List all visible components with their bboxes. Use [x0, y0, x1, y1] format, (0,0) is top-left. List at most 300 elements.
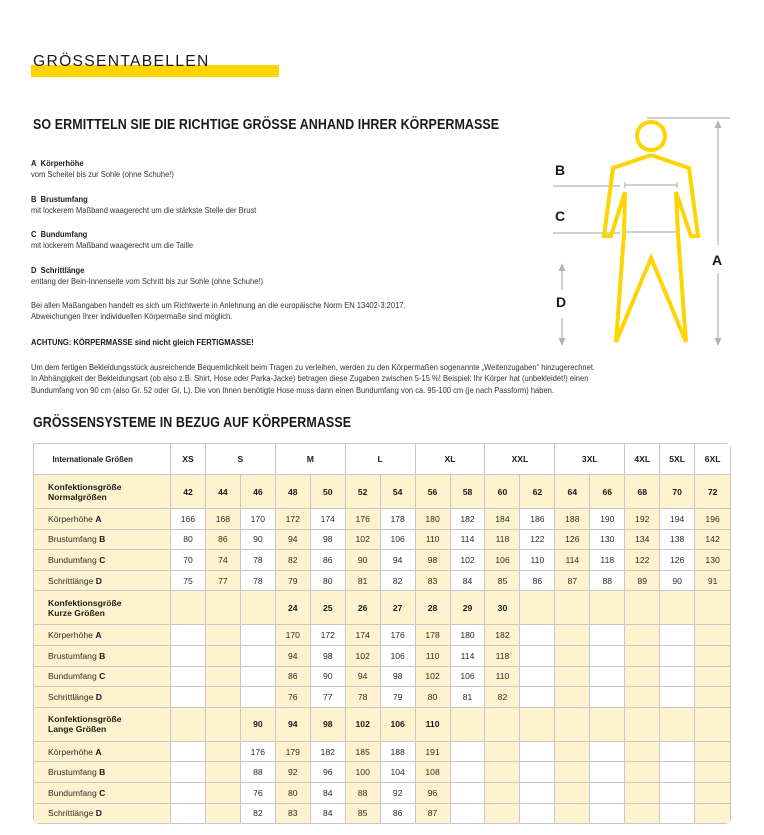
measurement-letter: A — [31, 158, 37, 168]
value-cell: 138 — [660, 530, 695, 551]
size-cell: 98 — [311, 708, 346, 742]
measurement-row — [34, 762, 730, 783]
value-cell — [206, 742, 241, 763]
row-label-text: Brustumfang — [48, 767, 97, 778]
value-cell — [555, 742, 590, 763]
value-cell: 114 — [555, 550, 590, 571]
value-cell: 100 — [346, 762, 381, 783]
measurement-letter: B — [31, 194, 37, 204]
size-cell — [660, 591, 695, 625]
value-cell — [695, 762, 730, 783]
intl-size-header: L — [346, 444, 416, 475]
size-cell: 72 — [695, 475, 730, 509]
value-cell — [590, 687, 625, 708]
row-label-text: Bundumfang — [48, 787, 97, 798]
measurement-row — [34, 687, 730, 708]
value-cell — [485, 783, 520, 804]
value-cell: 87 — [555, 571, 590, 592]
value-cell — [485, 804, 520, 824]
measurement-row — [34, 804, 730, 824]
value-cell — [171, 783, 206, 804]
size-cell — [590, 591, 625, 625]
size-cell — [625, 591, 660, 625]
value-cell — [660, 804, 695, 824]
size-cell: 94 — [276, 708, 311, 742]
figure-label-d: D — [556, 294, 567, 310]
value-cell: 88 — [241, 762, 276, 783]
row-label-letter: C — [99, 787, 106, 798]
value-cell: 82 — [276, 550, 311, 571]
value-cell: 106 — [381, 646, 416, 667]
value-cell: 118 — [485, 530, 520, 551]
value-cell: 90 — [346, 550, 381, 571]
value-cell — [660, 783, 695, 804]
value-cell: 190 — [590, 509, 625, 530]
value-cell — [206, 625, 241, 646]
value-cell: 77 — [206, 571, 241, 592]
measurement-letter: D — [31, 265, 37, 275]
row-label — [34, 530, 171, 551]
value-cell — [451, 804, 486, 824]
size-group-row — [34, 475, 730, 509]
value-cell — [451, 762, 486, 783]
value-cell — [171, 646, 206, 667]
row-label-letter: C — [99, 554, 106, 565]
value-cell — [520, 783, 555, 804]
value-cell — [590, 762, 625, 783]
value-cell: 174 — [346, 625, 381, 646]
value-cell: 90 — [660, 571, 695, 592]
value-cell: 182 — [485, 625, 520, 646]
value-cell: 90 — [311, 667, 346, 688]
value-cell: 96 — [416, 783, 451, 804]
value-cell: 110 — [416, 530, 451, 551]
row-label — [34, 804, 171, 824]
row-label-letter: D — [95, 808, 102, 819]
value-cell — [206, 783, 241, 804]
value-cell: 184 — [485, 509, 520, 530]
value-cell: 78 — [241, 571, 276, 592]
measurement-desc: mit lockerem Maßband waagerecht um die stärkste Stelle der Brust — [31, 205, 257, 215]
measurement-name: Schrittlänge — [40, 265, 85, 275]
value-cell — [171, 804, 206, 824]
size-cell: 60 — [485, 475, 520, 509]
figure-label-a: A — [712, 252, 723, 268]
size-cell — [555, 708, 590, 742]
value-cell — [241, 667, 276, 688]
value-cell: 110 — [520, 550, 555, 571]
value-cell: 94 — [276, 646, 311, 667]
figure-head — [637, 122, 665, 150]
value-cell — [660, 667, 695, 688]
value-cell: 106 — [451, 667, 486, 688]
value-cell: 88 — [346, 783, 381, 804]
size-cell: 48 — [276, 475, 311, 509]
size-group-label — [34, 475, 171, 509]
value-cell: 82 — [485, 687, 520, 708]
size-cell: 56 — [416, 475, 451, 509]
body-measurement-figure — [540, 110, 760, 350]
value-cell — [590, 646, 625, 667]
value-cell: 83 — [416, 571, 451, 592]
value-cell — [695, 625, 730, 646]
size-cell: 30 — [485, 591, 520, 625]
value-cell: 179 — [276, 742, 311, 763]
intl-size-header: 4XL — [625, 444, 660, 475]
value-cell — [171, 762, 206, 783]
value-cell: 81 — [451, 687, 486, 708]
value-cell: 122 — [520, 530, 555, 551]
measurement-desc: vom Scheitel bis zur Sohle (ohne Schuhe!) — [31, 169, 174, 179]
size-cell: 42 — [171, 475, 206, 509]
norm-note — [31, 300, 406, 323]
value-cell: 98 — [381, 667, 416, 688]
value-cell — [555, 762, 590, 783]
size-cell — [451, 708, 486, 742]
value-cell: 170 — [276, 625, 311, 646]
value-cell — [660, 687, 695, 708]
row-label — [34, 509, 171, 530]
value-cell: 106 — [485, 550, 520, 571]
size-cell: 64 — [555, 475, 590, 509]
value-cell: 114 — [451, 646, 486, 667]
value-cell: 94 — [276, 530, 311, 551]
measurement-c — [31, 229, 193, 251]
value-cell — [171, 667, 206, 688]
size-cell: 24 — [276, 591, 311, 625]
value-cell: 92 — [276, 762, 311, 783]
value-cell: 82 — [241, 804, 276, 824]
value-cell: 74 — [206, 550, 241, 571]
value-cell: 110 — [416, 646, 451, 667]
value-cell: 89 — [625, 571, 660, 592]
value-cell: 186 — [520, 509, 555, 530]
value-cell: 77 — [311, 687, 346, 708]
group-title-line: Lange Größen — [48, 724, 107, 735]
row-label-text: Brustumfang — [48, 534, 97, 545]
row-label — [34, 646, 171, 667]
value-cell: 168 — [206, 509, 241, 530]
size-cell: 26 — [346, 591, 381, 625]
value-cell: 82 — [381, 571, 416, 592]
value-cell: 110 — [485, 667, 520, 688]
row-label — [34, 783, 171, 804]
value-cell — [625, 742, 660, 763]
value-cell: 178 — [416, 625, 451, 646]
size-cell — [695, 591, 730, 625]
group-title-line: Konfektionsgröße — [48, 714, 122, 725]
group-title-line: Kurze Größen — [48, 607, 105, 618]
warning-text: ACHTUNG: KÖRPERMASSE sind nicht gleich FERTIGMASSE! — [31, 337, 254, 347]
norm-note-line: Bei allen Maßangaben handelt es sich um Richtwerte in Anlehnung an die europäische Norm EN 13402-3:2017. — [31, 300, 406, 310]
row-label-letter: A — [95, 513, 102, 524]
value-cell — [625, 687, 660, 708]
value-cell: 130 — [590, 530, 625, 551]
value-cell — [171, 625, 206, 646]
row-label-letter: B — [99, 534, 106, 545]
size-cell — [520, 708, 555, 742]
value-cell — [520, 625, 555, 646]
value-cell: 182 — [311, 742, 346, 763]
value-cell: 114 — [451, 530, 486, 551]
measurement-row — [34, 509, 730, 530]
value-cell: 102 — [346, 530, 381, 551]
value-cell: 86 — [381, 804, 416, 824]
row-label-letter: D — [95, 691, 102, 702]
value-cell: 192 — [625, 509, 660, 530]
figure-label-b: B — [555, 162, 566, 178]
value-cell — [485, 742, 520, 763]
measurement-desc: entlang der Bein-Innenseite vom Schritt bis zur Sohle (ohne Schuhe!) — [31, 276, 264, 286]
size-cell — [206, 591, 241, 625]
measurement-b — [31, 194, 256, 216]
value-cell: 174 — [311, 509, 346, 530]
group-title-line: Konfektionsgröße — [48, 597, 122, 608]
value-cell: 196 — [695, 509, 730, 530]
value-cell — [590, 783, 625, 804]
row-label — [34, 625, 171, 646]
size-cell: 27 — [381, 591, 416, 625]
norm-note-line: Abweichungen Ihrer individuellen Körpermaße sind möglich. — [31, 311, 233, 322]
size-table — [33, 443, 731, 824]
value-cell: 180 — [451, 625, 486, 646]
size-cell — [171, 708, 206, 742]
value-cell — [625, 625, 660, 646]
size-cell: 66 — [590, 475, 625, 509]
intl-size-header: XXL — [485, 444, 555, 475]
size-cell: 90 — [241, 708, 276, 742]
size-cell: 110 — [416, 708, 451, 742]
measurement-row — [34, 550, 730, 571]
measurement-row — [34, 667, 730, 688]
value-cell: 92 — [381, 783, 416, 804]
size-cell: 52 — [346, 475, 381, 509]
value-cell: 98 — [311, 530, 346, 551]
value-cell: 118 — [485, 646, 520, 667]
size-cell: 68 — [625, 475, 660, 509]
size-cell — [590, 708, 625, 742]
size-cell: 102 — [346, 708, 381, 742]
intl-size-header: S — [206, 444, 276, 475]
value-cell — [625, 783, 660, 804]
measurement-row — [34, 530, 730, 551]
value-cell: 80 — [311, 571, 346, 592]
row-label — [34, 742, 171, 763]
group-title-line: Normalgrößen — [48, 491, 107, 502]
value-cell: 102 — [451, 550, 486, 571]
value-cell — [520, 687, 555, 708]
value-cell: 104 — [381, 762, 416, 783]
value-cell — [695, 804, 730, 824]
value-cell: 78 — [241, 550, 276, 571]
intl-size-header-row — [34, 444, 730, 475]
value-cell: 98 — [416, 550, 451, 571]
measurement-name: Körperhöhe — [40, 158, 84, 168]
size-cell — [555, 591, 590, 625]
value-cell: 86 — [206, 530, 241, 551]
value-cell: 79 — [276, 571, 311, 592]
value-cell: 79 — [381, 687, 416, 708]
value-cell — [590, 804, 625, 824]
explanation — [31, 362, 595, 396]
value-cell: 102 — [346, 646, 381, 667]
value-cell — [241, 687, 276, 708]
size-cell: 29 — [451, 591, 486, 625]
value-cell — [555, 625, 590, 646]
measurement-row — [34, 625, 730, 646]
value-cell: 86 — [276, 667, 311, 688]
value-cell: 98 — [311, 646, 346, 667]
measurement-row — [34, 646, 730, 667]
value-cell: 70 — [171, 550, 206, 571]
row-label-text: Körperhöhe — [48, 746, 93, 757]
body-figure-svg — [540, 110, 760, 350]
measurement-row — [34, 783, 730, 804]
value-cell — [171, 687, 206, 708]
value-cell — [555, 667, 590, 688]
value-cell — [660, 625, 695, 646]
value-cell: 142 — [695, 530, 730, 551]
size-group-label — [34, 591, 171, 625]
value-cell — [695, 783, 730, 804]
value-cell — [241, 646, 276, 667]
value-cell — [625, 804, 660, 824]
size-cell: 50 — [311, 475, 346, 509]
size-cell — [660, 708, 695, 742]
value-cell: 76 — [276, 687, 311, 708]
size-cell: 54 — [381, 475, 416, 509]
value-cell — [555, 687, 590, 708]
intl-size-header: M — [276, 444, 346, 475]
row-label-text: Schrittlänge — [48, 808, 94, 819]
measurement-desc: mit lockerem Maßband waagerecht um die Taille — [31, 240, 194, 250]
value-cell: 106 — [381, 530, 416, 551]
value-cell: 80 — [416, 687, 451, 708]
size-cell — [625, 708, 660, 742]
value-cell: 84 — [311, 783, 346, 804]
value-cell: 134 — [625, 530, 660, 551]
value-cell — [660, 646, 695, 667]
value-cell: 87 — [416, 804, 451, 824]
value-cell — [206, 687, 241, 708]
value-cell — [520, 762, 555, 783]
value-cell: 118 — [590, 550, 625, 571]
value-cell: 75 — [171, 571, 206, 592]
value-cell: 85 — [485, 571, 520, 592]
value-cell: 191 — [416, 742, 451, 763]
value-cell — [206, 646, 241, 667]
value-cell: 126 — [555, 530, 590, 551]
value-cell: 185 — [346, 742, 381, 763]
value-cell: 126 — [660, 550, 695, 571]
value-cell: 108 — [416, 762, 451, 783]
value-cell: 91 — [695, 571, 730, 592]
value-cell — [625, 667, 660, 688]
value-cell: 86 — [520, 571, 555, 592]
value-cell: 88 — [590, 571, 625, 592]
value-cell — [660, 762, 695, 783]
row-label — [34, 762, 171, 783]
size-cell — [485, 708, 520, 742]
row-label-letter: A — [95, 746, 102, 757]
value-cell — [451, 783, 486, 804]
row-label-letter: D — [95, 575, 102, 586]
size-cell: 70 — [660, 475, 695, 509]
value-cell — [625, 646, 660, 667]
size-group-row — [34, 708, 730, 742]
value-cell — [555, 646, 590, 667]
size-cell: 28 — [416, 591, 451, 625]
value-cell — [206, 762, 241, 783]
value-cell: 96 — [311, 762, 346, 783]
value-cell — [520, 646, 555, 667]
value-cell — [241, 625, 276, 646]
value-cell — [590, 742, 625, 763]
row-label-text: Bundumfang — [48, 554, 97, 565]
value-cell — [451, 742, 486, 763]
row-label — [34, 571, 171, 592]
measurement-row — [34, 571, 730, 592]
value-cell: 78 — [346, 687, 381, 708]
value-cell — [520, 804, 555, 824]
figure-body-outline — [604, 155, 698, 342]
value-cell — [206, 667, 241, 688]
size-cell — [520, 591, 555, 625]
size-group-row — [34, 591, 730, 625]
value-cell — [171, 742, 206, 763]
size-cell: 62 — [520, 475, 555, 509]
value-cell: 188 — [555, 509, 590, 530]
measurement-row — [34, 742, 730, 763]
figure-label-c: C — [555, 208, 566, 224]
value-cell: 194 — [660, 509, 695, 530]
measurement-d — [31, 265, 263, 287]
value-cell: 182 — [451, 509, 486, 530]
page-title: GRÖSSENTABELLEN — [33, 53, 210, 70]
size-cell: 106 — [381, 708, 416, 742]
row-label-text: Körperhöhe — [48, 630, 93, 641]
measurement-name: Bundumfang — [40, 229, 88, 239]
size-cell: 58 — [451, 475, 486, 509]
row-label — [34, 687, 171, 708]
value-cell: 176 — [241, 742, 276, 763]
intl-size-header: 3XL — [555, 444, 625, 475]
value-cell — [485, 762, 520, 783]
intl-size-header: 6XL — [695, 444, 730, 475]
row-label-text: Bundumfang — [48, 671, 97, 682]
value-cell — [695, 687, 730, 708]
intl-size-header: XL — [416, 444, 486, 475]
value-cell — [695, 667, 730, 688]
value-cell — [590, 625, 625, 646]
value-cell — [695, 742, 730, 763]
value-cell: 180 — [416, 509, 451, 530]
measurement-a — [31, 158, 174, 180]
value-cell: 80 — [171, 530, 206, 551]
size-cell — [695, 708, 730, 742]
value-cell — [206, 804, 241, 824]
header-label — [34, 444, 171, 475]
value-cell: 130 — [695, 550, 730, 571]
row-label-letter: A — [95, 630, 102, 641]
explanation-line: Um dem fertigen Bekleidungsstück ausreichende Bequemlichkeit beim Tragen zu verleihen, werden zu den Körpermaßen sogenannte „Weitenzugaben“ hinzugerechnet. — [31, 362, 596, 372]
value-cell: 102 — [416, 667, 451, 688]
value-cell: 83 — [276, 804, 311, 824]
value-cell: 90 — [241, 530, 276, 551]
value-cell — [625, 762, 660, 783]
value-cell: 122 — [625, 550, 660, 571]
value-cell — [590, 667, 625, 688]
